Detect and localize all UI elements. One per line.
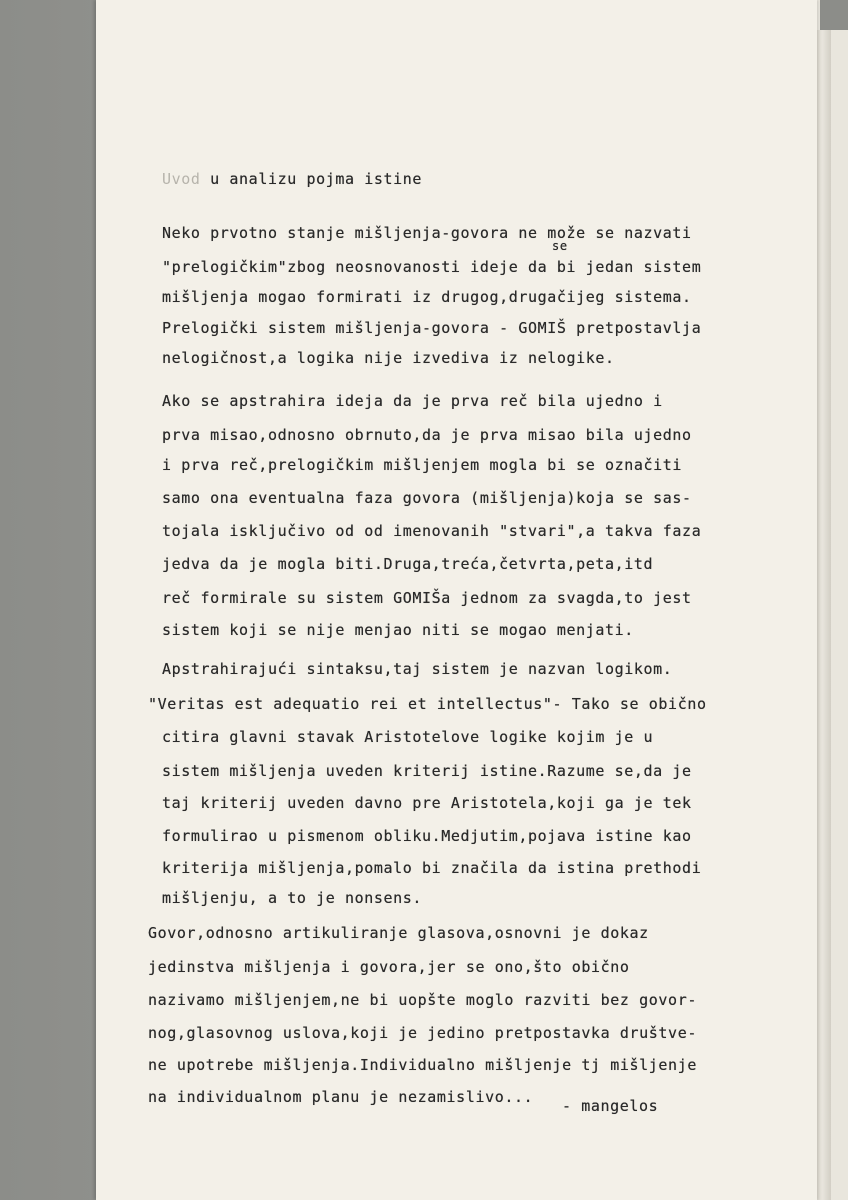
- text-line: mišljenja mogao formirati iz drugog,drugačijeg sistema.: [162, 288, 692, 306]
- text-line: taj kriterij uveden davno pre Aristotela,koji ga je tek: [162, 794, 692, 812]
- title-text: u analizu pojma istine: [200, 170, 423, 188]
- document-title: [162, 172, 422, 187]
- text-line: sistem mišljenja uveden kriterij istine.Razume se,da je: [162, 762, 692, 780]
- text-line: mišljenju, a to je nonsens.: [162, 889, 423, 907]
- text-line: nazivamo mišljenjem,ne bi uopšte moglo razviti bez govor-: [148, 991, 697, 1009]
- text-line: kriterija mišljenja,pomalo bi značila da istina prethodi: [162, 859, 702, 877]
- text-line: Neko prvotno stanje mišljenja-govora ne može se nazvati: [162, 224, 692, 242]
- text-line: ne upotrebe mišljenja.Individualno mišljenje tj mišljenje: [148, 1056, 697, 1074]
- text-line: Apstrahirajući sintaksu,taj sistem je nazvan logikom.: [162, 660, 673, 678]
- title-faded-word: Uvod: [162, 170, 201, 188]
- text-line: citira glavni stavak Aristotelove logike kojim je u: [162, 728, 654, 746]
- interlinear-insert: se: [552, 239, 568, 253]
- text-line: "Veritas est adequatio rei et intellectus"- Tako se obično: [148, 695, 707, 713]
- page-edges: [817, 30, 831, 1200]
- page-corner-gap: [820, 0, 848, 30]
- text-line: na individualnom planu je nezamislivo...: [148, 1088, 534, 1106]
- text-line: i prva reč,prelogičkim mišljenjem mogla bi se označiti: [162, 456, 683, 474]
- text-line: nelogičnost,a logika nije izvediva iz nelogike.: [162, 349, 615, 367]
- text-line: sistem koji se nije menjao niti se mogao menjati.: [162, 621, 634, 639]
- text-line: "prelogičkim"zbog neosnovanosti ideje da bi jedan sistem: [162, 258, 702, 276]
- text-line: jedinstva mišljenja i govora,jer se ono,što obično: [148, 958, 630, 976]
- text-line: tojala isključivo od od imenovanih "stvari",a takva faza: [162, 522, 702, 540]
- signature: - mangelos: [562, 1097, 659, 1115]
- text-line: Prelogički sistem mišljenja-govora - GOMIŠ pretpostavlja: [162, 319, 702, 337]
- text-line: formulirao u pismenom obliku.Medjutim,pojava istine kao: [162, 827, 692, 845]
- text-line: samo ona eventualna faza govora (mišljenja)koja se sas-: [162, 489, 692, 507]
- text-line: Ako se apstrahira ideja da je prva reč bila ujedno i: [162, 392, 663, 410]
- text-line: nog,glasovnog uslova,koji je jedino pretpostavka društve-: [148, 1024, 697, 1042]
- text-line: Govor,odnosno artikuliranje glasova,osnovni je dokaz: [148, 924, 649, 942]
- text-line: reč formirale su sistem GOMIŠa jednom za svagda,to jest: [162, 589, 692, 607]
- text-line: prva misao,odnosno obrnuto,da je prva misao bila ujedno: [162, 426, 692, 444]
- text-line: jedva da je mogla biti.Druga,treća,četvrta,peta,itd: [162, 555, 654, 573]
